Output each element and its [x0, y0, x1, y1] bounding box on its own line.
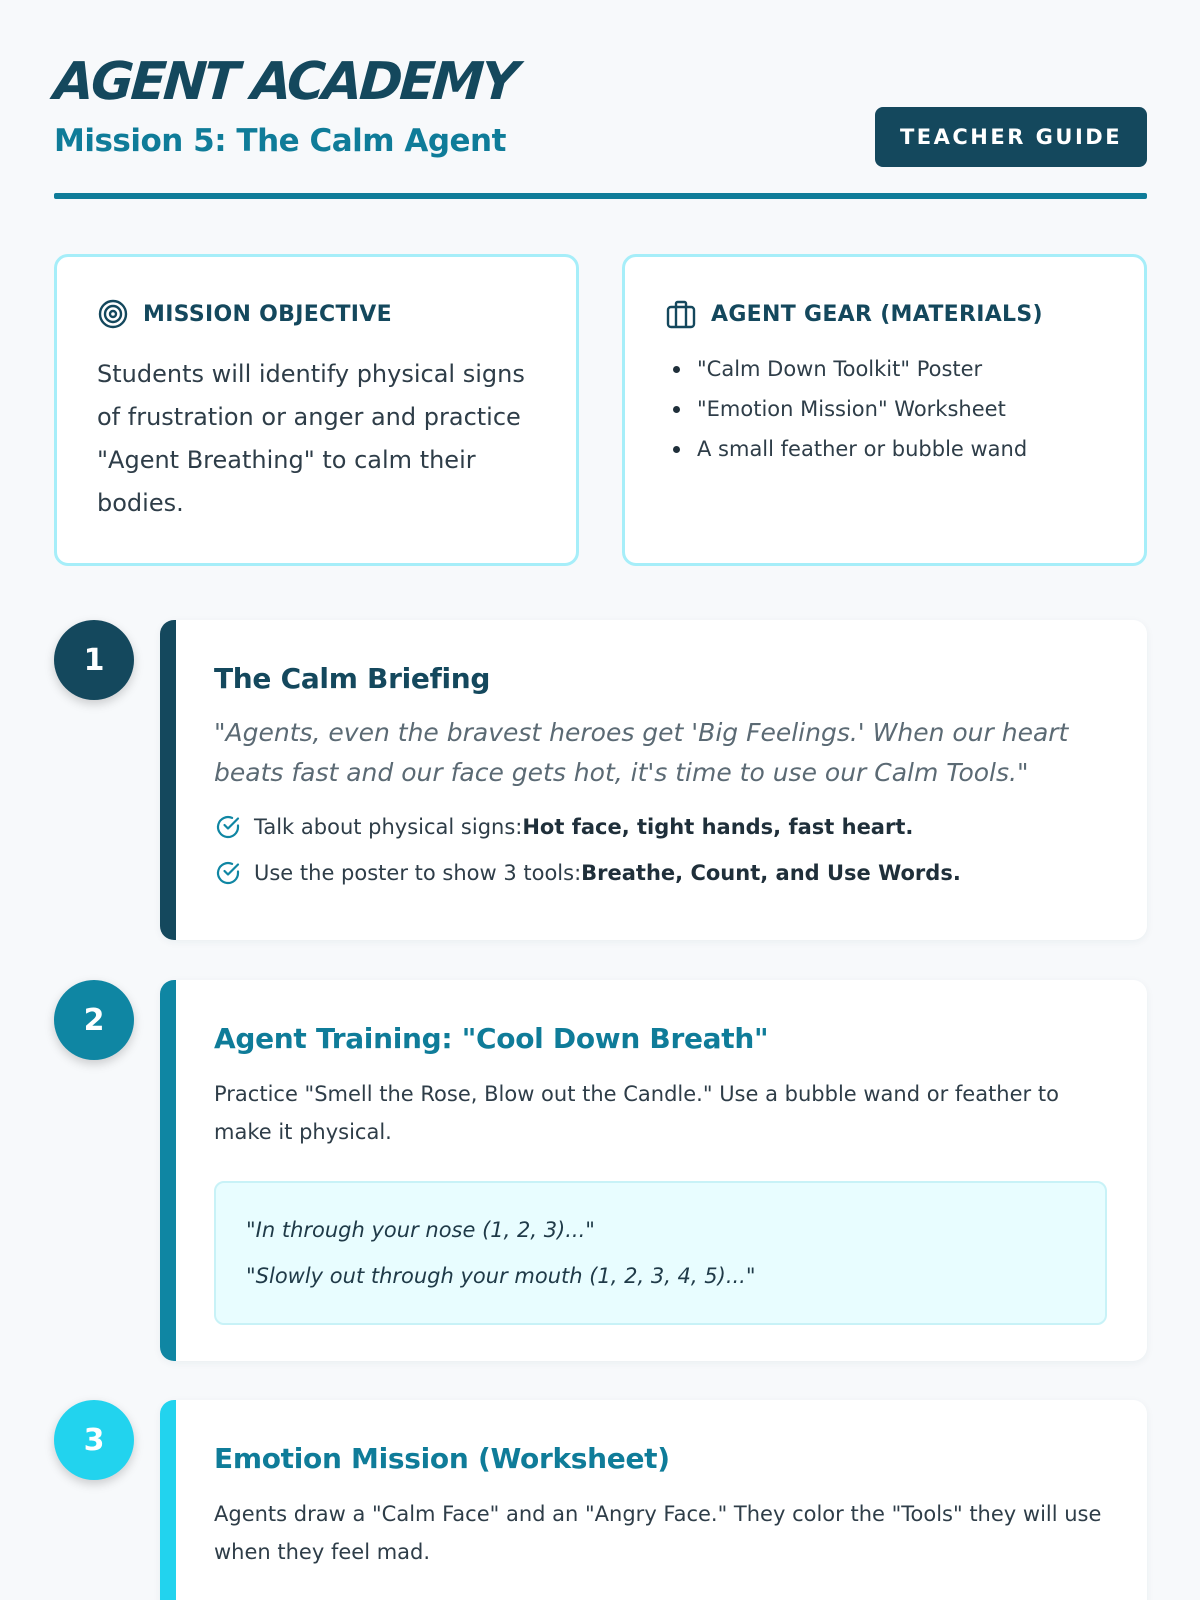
step-1-quote: "Agents, even the bravest heroes get 'Big Feelings.' When our heart beats fast and our face gets hot, it's time to use our Calm Tools."	[214, 718, 1069, 787]
step-2-number-badge: 2	[54, 980, 134, 1060]
step-3-accent-bar	[160, 1400, 176, 1600]
mission-objective-card	[54, 254, 579, 566]
materials-list-item: "Calm Down Toolkit" Poster	[665, 349, 1104, 389]
step-2-title: Agent Training: "Cool Down Breath"	[214, 1022, 769, 1055]
page-header	[51, 0, 1147, 200]
step-3-title: Emotion Mission (Worksheet)	[214, 1442, 670, 1475]
step-1-accent-bar	[160, 620, 176, 940]
materials-list-item: A small feather or bubble wand	[665, 429, 1104, 469]
checklist-item	[214, 857, 1107, 889]
mission-objective-header	[97, 297, 536, 331]
check-circle-icon	[214, 859, 242, 887]
step-1-card	[160, 620, 1147, 940]
info-cards	[54, 254, 1147, 566]
lesson-page	[51, 0, 1147, 1564]
agent-gear-heading: AGENT GEAR (MATERIALS)	[711, 301, 1043, 327]
materials-list-item: "Emotion Mission" Worksheet	[665, 389, 1104, 429]
checklist-item	[214, 811, 1107, 843]
teacher-guide-button[interactable]: TEACHER GUIDE	[875, 107, 1147, 167]
materials-list	[665, 349, 1104, 469]
target-icon	[97, 298, 129, 330]
checklist-emphasis: Breathe, Count, and Use Words.	[581, 861, 961, 885]
briefcase-icon	[665, 298, 697, 330]
checklist-lead: Use the poster to show 3 tools:	[254, 861, 582, 885]
check-circle-icon	[214, 813, 242, 841]
mission-subtitle: Mission 5: The Calm Agent	[54, 123, 506, 159]
checklist-lead: Talk about physical signs:	[254, 815, 523, 839]
step-3-number-badge: 3	[54, 1400, 134, 1480]
step-1-number-badge: 1	[54, 620, 134, 700]
brand-title: AGENT ACADEMY	[51, 52, 518, 112]
step-2-text: Practice "Smell the Rose, Blow out the Candle." Use a bubble wand or feather to make it physical.	[214, 1082, 1059, 1144]
mission-objective-text: Students will identify physical signs of frustration or anger and practice "Agent Breathing" to calm their bodies.	[97, 360, 525, 517]
breathing-line: "In through your nose (1, 2, 3)..."	[246, 1218, 595, 1242]
mission-objective-heading: MISSION OBJECTIVE	[143, 301, 392, 327]
step-3-card	[160, 1400, 1147, 1600]
step-2-card	[160, 980, 1147, 1361]
step-2-accent-bar	[160, 980, 176, 1361]
agent-gear-card	[622, 254, 1147, 566]
step-3-text: Agents draw a "Calm Face" and an "Angry Face." They color the "Tools" they will use when they feel mad.	[214, 1502, 1102, 1564]
checklist-emphasis: Hot face, tight hands, fast heart.	[522, 815, 914, 839]
breathing-line: "Slowly out through your mouth (1, 2, 3, 4, 5)..."	[246, 1264, 756, 1288]
step-1-title: The Calm Briefing	[214, 662, 491, 695]
header-divider	[54, 193, 1147, 199]
breathing-script-callout	[214, 1181, 1107, 1325]
agent-gear-header	[665, 297, 1104, 331]
